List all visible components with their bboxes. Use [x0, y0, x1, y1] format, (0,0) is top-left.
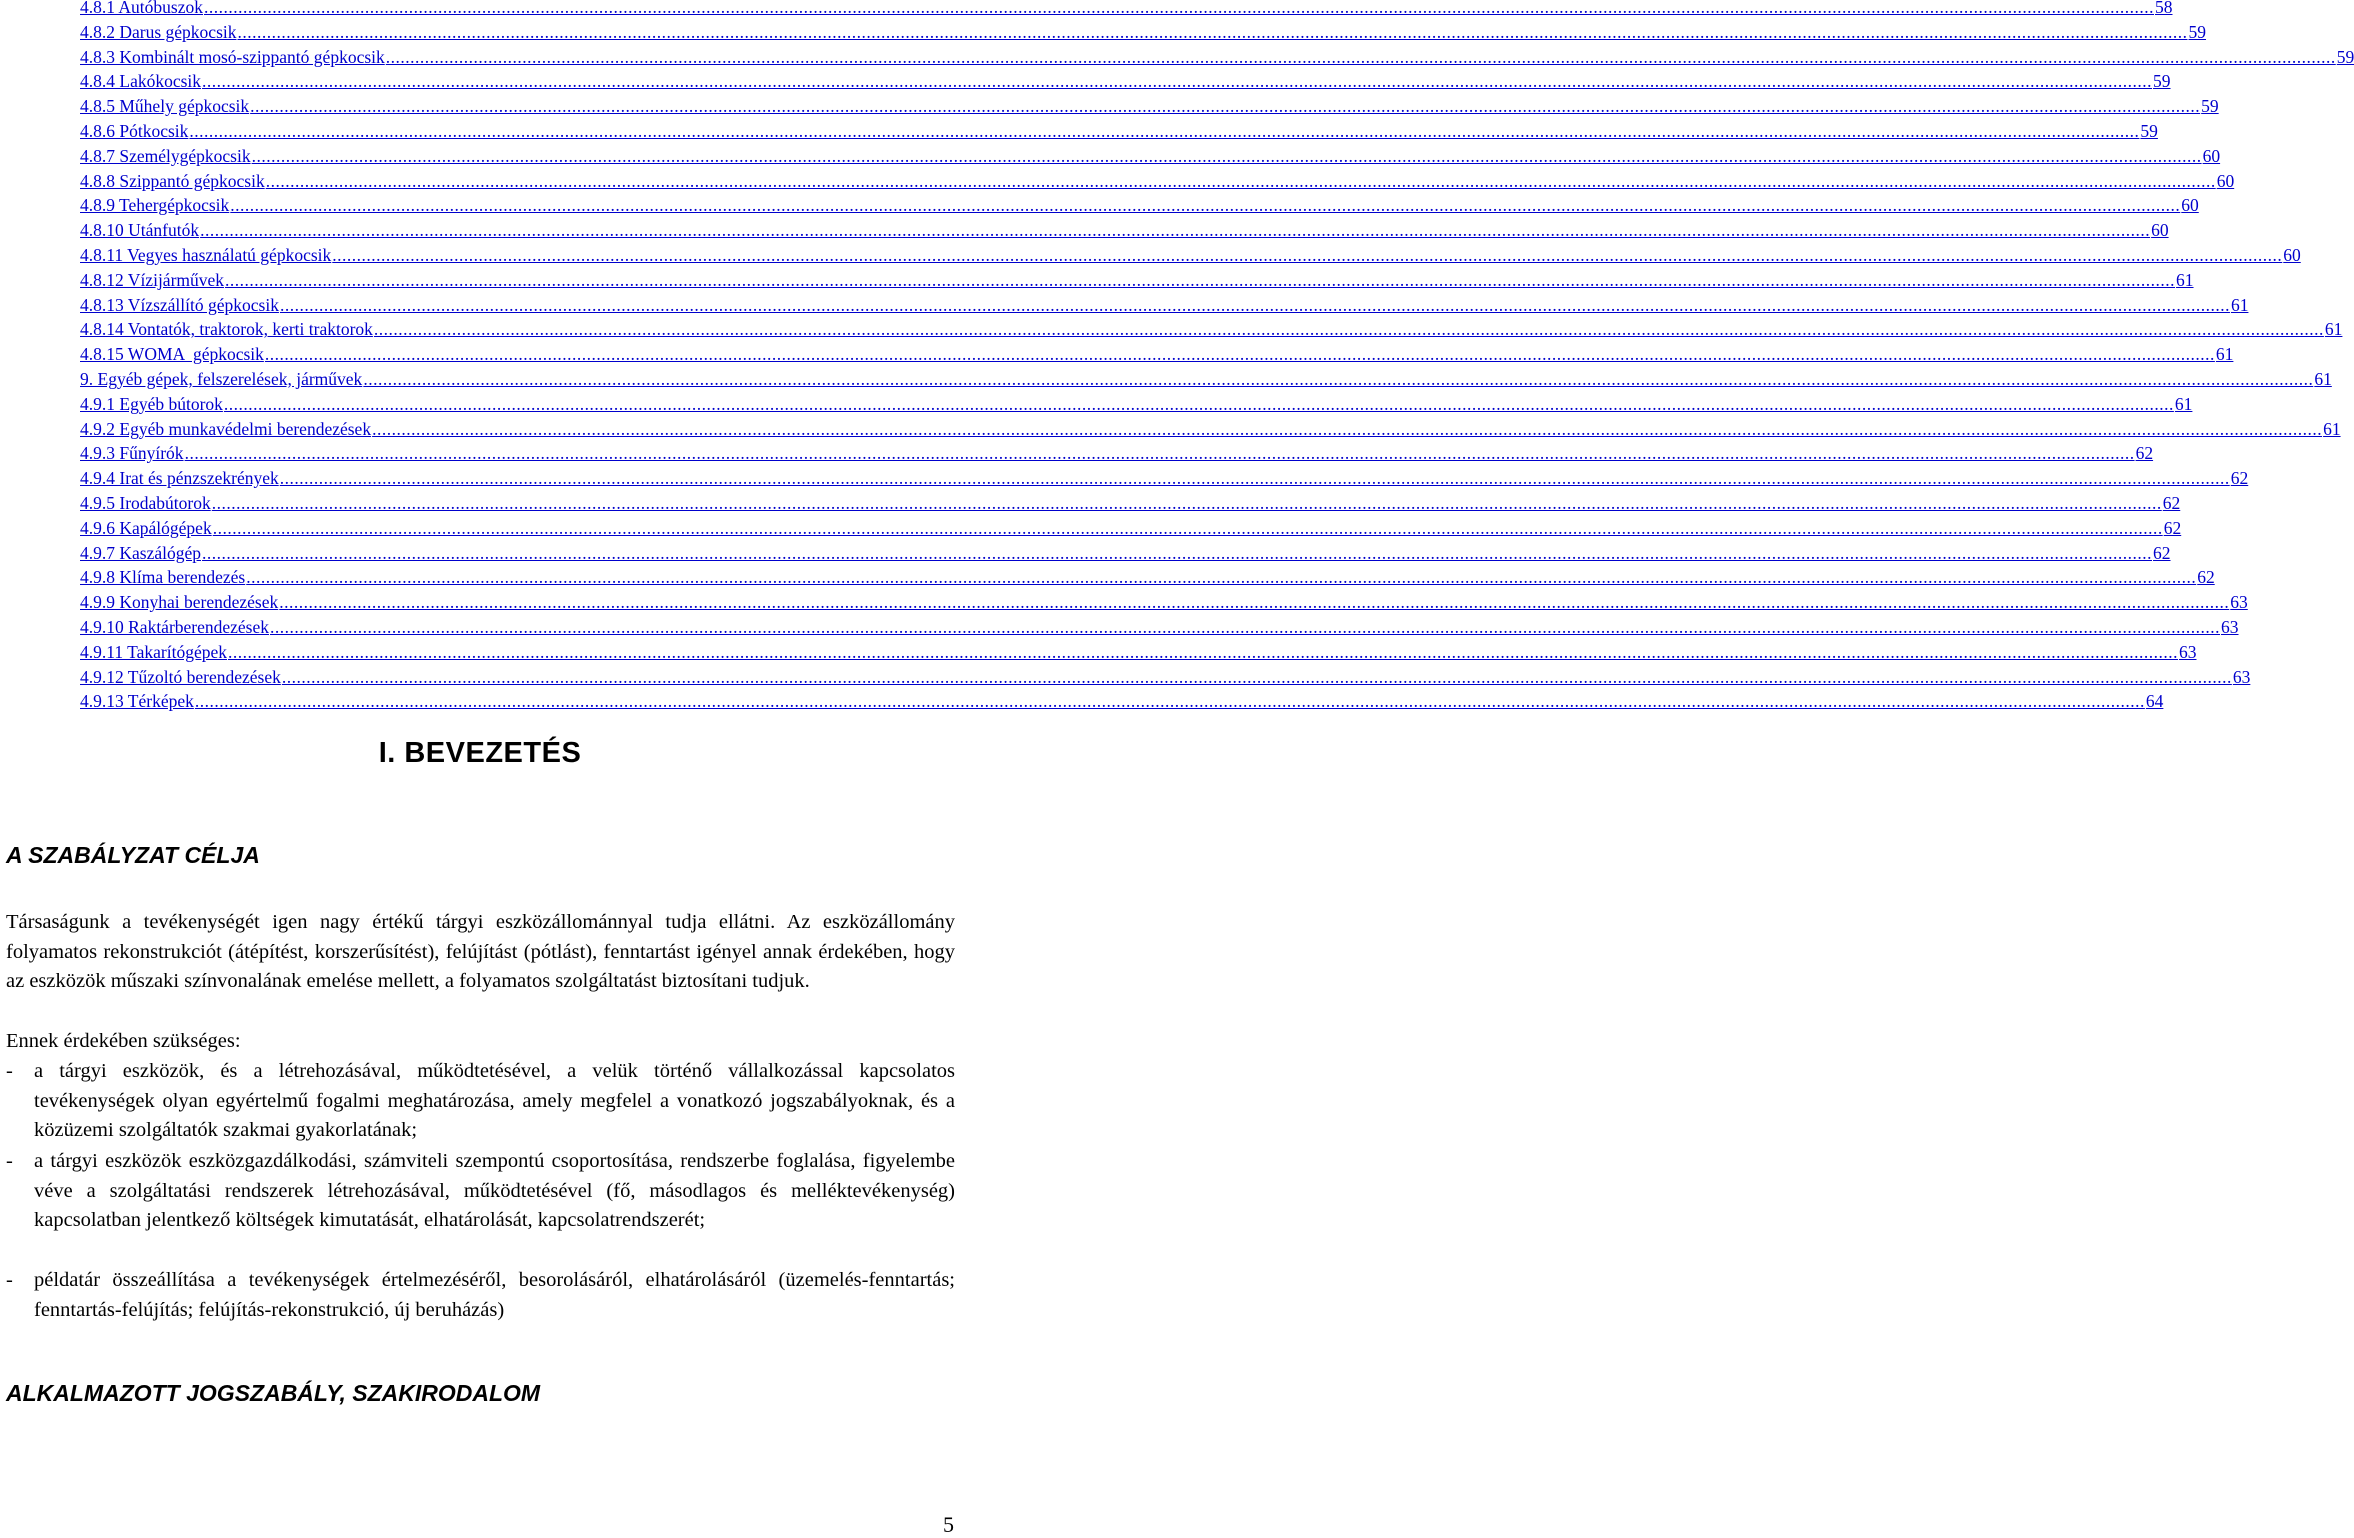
toc-entry[interactable] [0, 144, 2221, 168]
toc-entry-page: 64 [2145, 691, 2164, 712]
toc-entry-label: 4.9.11 Takarítógépek [80, 641, 227, 662]
toc-entry[interactable] [0, 367, 2332, 391]
toc-entry-page: 61 [2174, 393, 2193, 414]
toc-leader-dots: ................................................................................................................................................................................................................................................................................................................................................................................................................ [204, 0, 2154, 17]
toc-entry-page: 59 [2188, 21, 2207, 42]
toc-entry-page: 59 [2336, 46, 2354, 67]
toc-entry[interactable] [0, 392, 2193, 416]
toc-entry-label: 4.9.3 Fűnyírók [80, 443, 184, 464]
toc-leader-dots: ................................................................................................................................................................................................................................................................................................................................................................................................................ [246, 567, 2197, 588]
toc-entry-page: 58 [2155, 0, 2173, 17]
bullet-dash: - [6, 1269, 13, 1291]
toc-entry-page: 60 [2202, 145, 2221, 166]
toc-entry-page: 61 [2215, 344, 2234, 365]
bullet-dash: - [6, 1150, 13, 1172]
toc-entry-page: 60 [2283, 245, 2301, 265]
toc-leader-dots: ................................................................................................................................................................................................................................................................................................................................................................................................................ [279, 468, 2230, 489]
toc-entry-page: 59 [2153, 71, 2171, 92]
toc-entry-page: 63 [2179, 641, 2197, 662]
toc-entry-page: 61 [2323, 418, 2341, 439]
toc-leader-dots: ................................................................................................................................................................................................................................................................................................................................................................................................................ [202, 71, 2153, 92]
toc-entry-page: 60 [2181, 195, 2199, 216]
toc-entry-label: 9. Egyéb gépek, felszerelések, járművek [80, 369, 363, 389]
toc-entry[interactable] [0, 541, 2171, 565]
toc-leader-dots: ................................................................................................................................................................................................................................................................................................................................................................................................................ [264, 344, 2215, 365]
toc-entry-label: 4.8.15 WOMA gépkocsik [80, 344, 264, 365]
toc-leader-dots: ................................................................................................................................................................................................................................................................................................................................................................................................................ [270, 617, 2221, 637]
chapter-title: I. BEVEZETÉS [378, 737, 582, 769]
toc-entry[interactable] [0, 466, 2249, 490]
paragraph-need: Ennek érdekében szükséges: [6, 1030, 241, 1052]
toc-entry[interactable] [0, 20, 2207, 44]
toc-entry-label: 4.8.14 Vontatók, traktorok, kerti traktorok [80, 319, 373, 340]
toc-entry-page: 62 [2135, 443, 2154, 464]
toc-leader-dots: ................................................................................................................................................................................................................................................................................................................................................................................................................ [202, 542, 2153, 563]
toc-leader-dots: ................................................................................................................................................................................................................................................................................................................................................................................................................ [363, 369, 2314, 389]
toc-entry-label: 4.9.4 Irat és pénzszekrények [80, 468, 279, 489]
toc-entry-page: 60 [2216, 170, 2235, 191]
toc-entry[interactable] [0, 441, 2154, 465]
toc-entry[interactable] [0, 94, 2219, 118]
toc-entry-page: 61 [2230, 294, 2249, 315]
toc-entry-label: 4.9.9 Konyhai berendezések [80, 592, 279, 613]
toc-entry-page: 61 [2176, 269, 2194, 290]
toc-entry[interactable] [0, 665, 2251, 689]
toc-entry[interactable] [0, 615, 2239, 639]
toc-leader-dots: ................................................................................................................................................................................................................................................................................................................................................................................................................ [251, 145, 2202, 166]
toc-entry[interactable] [0, 516, 2182, 540]
section-title-legislation: ALKALMAZOTT JOGSZABÁLY, SZAKIRODALOM [6, 1380, 541, 1406]
toc-entry-label: 4.9.8 Klíma berendezés [80, 567, 246, 588]
toc-entry[interactable] [0, 640, 2197, 664]
toc-entry-label: 4.9.13 Térképek [80, 691, 194, 712]
toc-entry-label: 4.8.7 Személygépkocsik [80, 145, 251, 166]
toc-entry-label: 4.9.6 Kapálógépek [80, 517, 212, 538]
toc-leader-dots: ................................................................................................................................................................................................................................................................................................................................................................................................................ [332, 245, 2283, 265]
toc-leader-dots: ................................................................................................................................................................................................................................................................................................................................................................................................................ [189, 121, 2140, 141]
toc-entry[interactable] [0, 689, 2164, 713]
bullet-text: a tárgyi eszközök, és a létrehozásával, működtetésével, a velük történő vállalkozással kapcsolatos tevékenységek olyan egyértelmű fogalmi meghatározása, amely megfelel a vonatkozó jogszabályoknak, és a közüzemi szolgáltatók szakmai gyakorlatának; [34, 1060, 955, 1142]
toc-entry-page: 62 [2197, 567, 2215, 588]
bullet-text: a tárgyi eszközök eszközgazdálkodási, számviteli szempontú csoportosítása, rendszerbe foglalása, figyelembe véve a szolgáltatási rendszerek létrehozásával, működtetésével (fő, másodlagos és melléktevékenység) kapcsolatban jelentkező költségek kimutatását, elhatárolását, kapcsolatrendszerét; [34, 1150, 955, 1232]
toc-entry-page: 61 [2314, 369, 2332, 389]
toc-entry[interactable] [0, 0, 2173, 19]
toc-entry[interactable] [0, 293, 2249, 317]
toc-entry[interactable] [0, 193, 2199, 217]
toc-leader-dots: ................................................................................................................................................................................................................................................................................................................................................................................................................ [250, 96, 2201, 117]
toc-entry-label: 4.9.2 Egyéb munkavédelmi berendezések [80, 418, 372, 439]
toc-entry-label: 4.8.10 Utánfutók [80, 220, 200, 241]
toc-entry-label: 4.8.9 Tehergépkocsik [80, 195, 230, 216]
toc-leader-dots: ................................................................................................................................................................................................................................................................................................................................................................................................................ [281, 666, 2232, 687]
toc-entry-label: 4.8.5 Műhely gépkocsik [80, 96, 250, 117]
toc-entry-page: 62 [2230, 468, 2249, 489]
toc-entry[interactable] [0, 268, 2194, 292]
toc-entry[interactable] [0, 119, 2158, 143]
toc-entry[interactable] [0, 590, 2248, 614]
toc-leader-dots: ................................................................................................................................................................................................................................................................................................................................................................................................................ [184, 443, 2135, 464]
toc-entry-page: 61 [2324, 319, 2343, 340]
toc-entry-label: 4.8.3 Kombinált mosó-szippantó gépkocsik [80, 46, 385, 67]
toc-entry-label: 4.8.11 Vegyes használatú gépkocsik [80, 245, 332, 265]
toc-leader-dots: ................................................................................................................................................................................................................................................................................................................................................................................................................ [385, 46, 2336, 67]
toc-leader-dots: ................................................................................................................................................................................................................................................................................................................................................................................................................ [265, 170, 2216, 191]
bullet-dash: - [6, 1060, 13, 1082]
toc-entry-page: 63 [2230, 592, 2248, 613]
toc-leader-dots: ................................................................................................................................................................................................................................................................................................................................................................................................................ [237, 21, 2188, 42]
toc-entry-label: 4.9.1 Egyéb bútorok [80, 393, 223, 414]
toc-leader-dots: ................................................................................................................................................................................................................................................................................................................................................................................................................ [372, 418, 2323, 439]
toc-leader-dots: ................................................................................................................................................................................................................................................................................................................................................................................................................ [230, 195, 2181, 216]
list-item [6, 1147, 955, 1236]
toc-entry[interactable] [0, 218, 2169, 242]
toc-entry[interactable] [0, 317, 2343, 341]
list-item [6, 1057, 955, 1146]
paragraph-intro: Társaságunk a tevékenységét igen nagy értékű tárgyi eszközállománnyal tudja ellátni. Az eszközállomány folyamatos rekonstrukciót (átépítést, korszerűsítést), felújítást (pótlást), fenntartást igényel annak érdekében, hogy az eszközök műszaki színvonalának emelése mellett, a folyamatos szolgáltatást biztosítani tudjuk. [6, 911, 955, 993]
toc-entry-label: 4.9.7 Kaszálógép [80, 542, 202, 563]
toc-entry-label: 4.9.5 Irodabútorok [80, 493, 211, 513]
section-title-purpose: A SZABÁLYZAT CÉLJA [6, 842, 260, 868]
toc-entry[interactable] [0, 69, 2171, 93]
toc-entry-label: 4.8.2 Darus gépkocsik [80, 21, 237, 42]
toc-leader-dots: ................................................................................................................................................................................................................................................................................................................................................................................................................ [225, 269, 2176, 290]
list-item [6, 1266, 955, 1325]
toc-entry[interactable] [0, 45, 2354, 69]
toc-entry-label: 4.8.6 Pótkocsik [80, 121, 189, 141]
toc-entry-label: 4.8.8 Szippantó gépkocsik [80, 170, 265, 191]
toc-entry[interactable] [0, 169, 2235, 193]
toc-leader-dots: ................................................................................................................................................................................................................................................................................................................................................................................................................ [373, 319, 2324, 340]
toc-entry-label: 4.9.12 Tűzoltó berendezések [80, 666, 281, 687]
toc-entry-page: 62 [2162, 493, 2181, 513]
toc-entry[interactable] [0, 342, 2234, 366]
toc-entry-page: 62 [2163, 517, 2182, 538]
toc-leader-dots: ................................................................................................................................................................................................................................................................................................................................................................................................................ [194, 691, 2145, 712]
toc-leader-dots: ................................................................................................................................................................................................................................................................................................................................................................................................................ [228, 641, 2178, 662]
page-number: 5 [943, 1512, 954, 1537]
toc-entry[interactable] [0, 565, 2215, 589]
toc-entry-page: 59 [2140, 121, 2158, 141]
toc-entry-label: 4.8.4 Lakókocsik [80, 71, 202, 92]
bullet-text: példatár összeállítása a tevékenységek értelmezéséről, besorolásáról, elhatárolásáról (üzemelés-fenntartás; fenntartás-felújítás; felújítás-rekonstrukció, új beruházás) [34, 1269, 955, 1321]
toc-entry[interactable] [0, 243, 2301, 267]
toc-leader-dots: ................................................................................................................................................................................................................................................................................................................................................................................................................ [279, 592, 2230, 613]
toc-entry-page: 63 [2221, 617, 2239, 637]
toc-leader-dots: ................................................................................................................................................................................................................................................................................................................................................................................................................ [212, 517, 2163, 538]
toc-entry[interactable] [0, 491, 2181, 515]
toc-entry-label: 4.8.12 Vízijárművek [80, 269, 225, 290]
toc-entry[interactable] [0, 417, 2341, 441]
toc-entry-label: 4.9.10 Raktárberendezések [80, 617, 270, 637]
toc-entry-page: 60 [2151, 220, 2169, 241]
toc-leader-dots: ................................................................................................................................................................................................................................................................................................................................................................................................................ [279, 294, 2230, 315]
toc-entry-label: 4.8.13 Vízszállító gépkocsik [80, 294, 279, 315]
toc-leader-dots: ................................................................................................................................................................................................................................................................................................................................................................................................................ [200, 220, 2151, 241]
toc-entry-label: 4.8.1 Autóbuszok [80, 0, 203, 17]
toc-leader-dots: ................................................................................................................................................................................................................................................................................................................................................................................................................ [223, 393, 2174, 414]
toc-entry-page: 62 [2153, 542, 2171, 563]
toc-leader-dots: ................................................................................................................................................................................................................................................................................................................................................................................................................ [211, 493, 2162, 513]
toc-entry-page: 59 [2201, 96, 2219, 117]
toc-entry-page: 63 [2232, 666, 2251, 687]
